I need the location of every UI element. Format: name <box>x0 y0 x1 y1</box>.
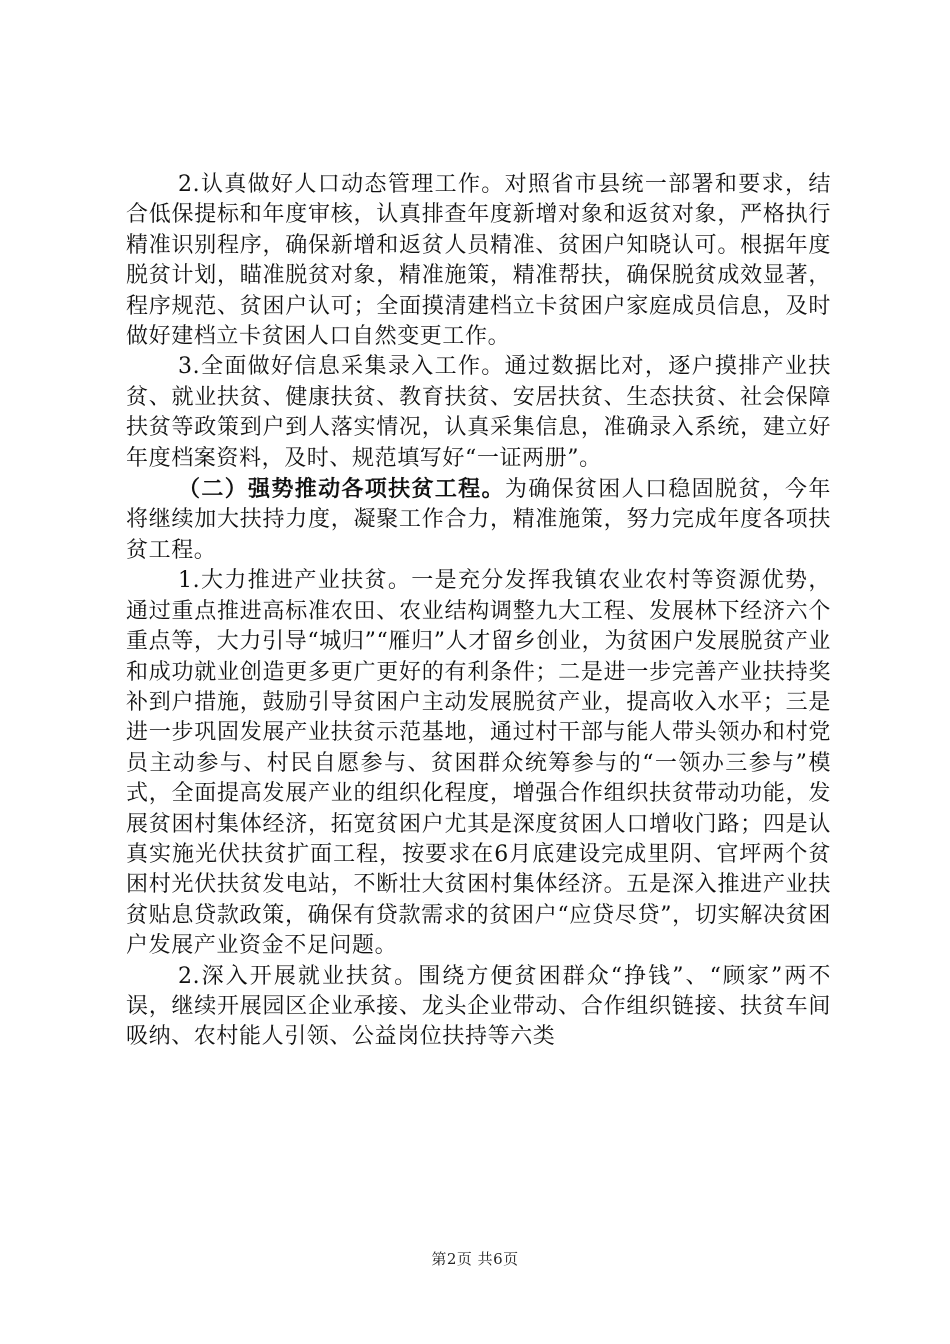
paragraph-text: 1.大力推进产业扶贫。一是充分发挥我镇农业农村等资源优势，通过重点推进高标准农田、农业结构调整九大工程、发展林下经济六个重点等，大力引导“城归”“雁归”人才留乡创业，为贫困户发展脱贫产业和成功就业创造更多更广更好的有利条件；二是进一步完善产业扶持奖补到户措施，鼓励引导贫困户主动发展脱贫产业，提高收入水平；三是进一步巩固发展产业扶贫示范基地，通过村干部与能人带头领办和村党员主动参与、村民自愿参与、贫困群众统筹参与的“一领办三参与”模式，全面提高发展产业的组织化程度，增强合作组织扶贫带动功能，发展贫困村集体经济，拓宽贫困户尤其是深度贫困人口增收门路；四是认真实施光伏扶贫扩面工程，按要求在6月底建设完成里阴、官坪两个贫困村光伏扶贫发电站，不断壮大贫困村集体经济。五是深入推进产业扶贫贴息贷款政策，确保有贷款需求的贫困户“应贷尽贷”，切实解决贫困户发展产业资金不足问题。 <box>126 568 831 959</box>
section-heading: （二）强势推动各项扶贫工程。 <box>178 476 505 503</box>
document-body <box>126 170 831 1053</box>
paragraph-population-management <box>126 170 831 352</box>
paragraph-text: 2.认真做好人口动态管理工作。对照省市县统一部署和要求，结合低保提标和年度审核，认真排查年度新增对象和返贫对象，严格执行精准识别程序，确保新增和返贫人员精准、贫困户知晓认可。根据年度脱贫计划，瞄准脱贫对象，精准施策，精准帮扶，确保脱贫成效显著，程序规范、贫困户认可；全面摸清建档立卡贫困户家庭成员信息，及时做好建档立卡贫困人口自然变更工作。 <box>126 172 831 350</box>
paragraph-information-collection <box>126 352 831 474</box>
paragraph-poverty-projects <box>126 474 831 566</box>
paragraph-text: 3.全面做好信息采集录入工作。通过数据比对，逐户摸排产业扶贫、就业扶贫、健康扶贫、教育扶贫、安居扶贫、生态扶贫、社会保障扶贫等政策到户到人落实情况，认真采集信息，准确录入系统，建立好年度档案资料，及时、规范填写好“一证两册”。 <box>126 354 831 471</box>
paragraph-text: 为确保贫困人口稳固脱贫，今年将继续加大扶持力度，凝聚工作合力，精准施策，努力完成年度各项扶贫工程。 <box>126 477 831 563</box>
paragraph-employment-poverty <box>126 962 831 1053</box>
page-number: 第2页 共6页 <box>431 1250 519 1268</box>
page-footer <box>0 1248 950 1269</box>
paragraph-text: 2.深入开展就业扶贫。围绕方便贫困群众“挣钱”、“顾家”两不误，继续开展园区企业承接、龙头企业带动、合作组织链接、扶贫车间吸纳、农村能人引领、公益岗位扶持等六类 <box>126 963 831 1050</box>
paragraph-industry-poverty <box>126 566 831 961</box>
